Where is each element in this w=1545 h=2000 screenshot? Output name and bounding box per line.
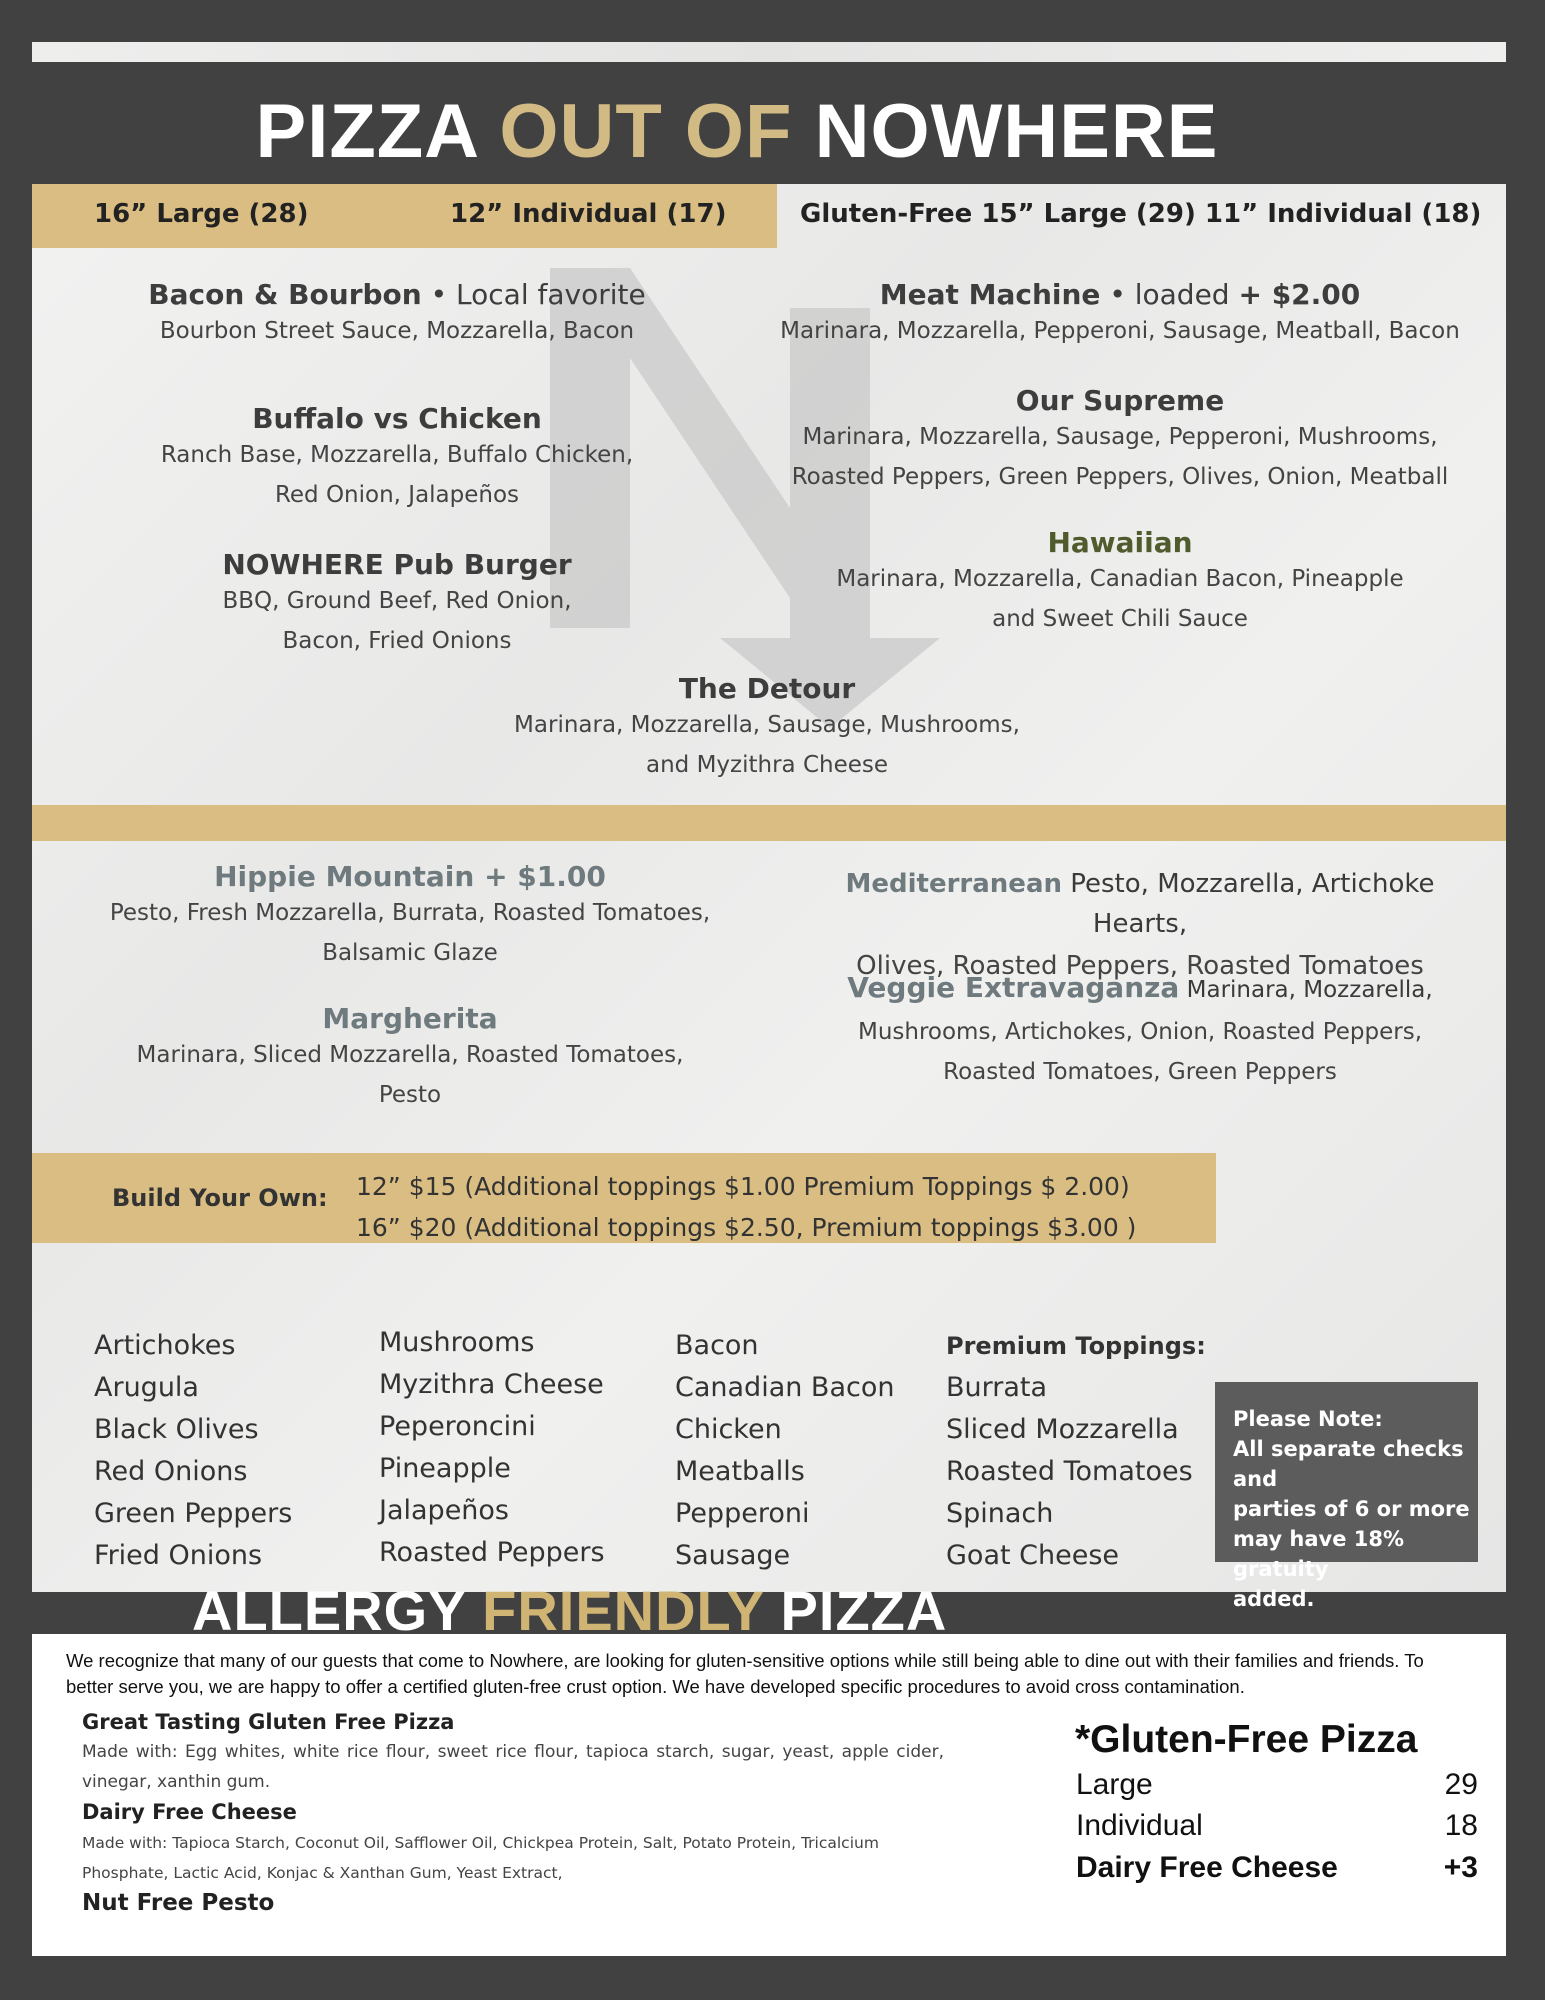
topping-item: Roasted Peppers: [379, 1537, 605, 1568]
topping-item: Pineapple: [379, 1453, 511, 1484]
topping-item: Sausage: [675, 1540, 791, 1571]
price-label: Individual: [1076, 1809, 1203, 1842]
pizza-desc: Marinara, Sliced Mozzarella, Roasted Tomatoes,: [136, 1042, 684, 1068]
pizza-buffalo-chicken: [100, 402, 694, 515]
price-label: Dairy Free Cheese: [1076, 1851, 1338, 1884]
pizza-name: Hawaiian: [1047, 526, 1193, 559]
gf-price-row-individual: [1076, 1809, 1478, 1843]
title-part-2: OUT OF: [499, 89, 793, 174]
pizza-desc: Roasted Peppers, Green Peppers, Olives, Onion, Meatball: [791, 464, 1449, 490]
topping-item: Myzithra Cheese: [379, 1369, 604, 1400]
dairy-free-label: Dairy Free Cheese: [82, 1800, 297, 1824]
header-gluten-free-sizes: Gluten-Free 15” Large (29) 11” Individual (18): [800, 199, 1482, 229]
topping-item: Peperoncini: [379, 1411, 536, 1442]
toppings-column-1: [94, 1325, 292, 1577]
pizza-name: Hippie Mountain: [214, 860, 475, 893]
topping-item: Jalapeños: [379, 1495, 510, 1526]
pizza-desc: Pesto, Fresh Mozzarella, Burrata, Roasted Tomatoes,: [109, 900, 711, 926]
pizza-name: Mediterranean: [845, 869, 1062, 899]
pizza-desc: Pesto: [378, 1082, 442, 1108]
topping-item: Bacon: [675, 1330, 759, 1361]
note-line: All separate checks and: [1233, 1437, 1464, 1491]
pizza-desc: Olives, Roasted Peppers, Roasted Tomatoes: [856, 951, 1424, 981]
topping-item: Fried Onions: [94, 1540, 263, 1571]
pizza-desc: Marinara, Mozzarella, Sausage, Mushrooms,: [514, 712, 1020, 738]
allergy-title-2: FRIENDLY: [482, 1583, 764, 1635]
price-value: 29: [1444, 1768, 1478, 1801]
note-line: added.: [1233, 1587, 1315, 1611]
note-line: may have 18% gratuity: [1233, 1527, 1405, 1581]
byo-line-16: 16” $20 (Additional toppings $2.50, Premium toppings $3.00 ): [356, 1213, 1137, 1242]
topping-item: Red Onions: [94, 1456, 248, 1487]
allergy-title-1: ALLERGY: [192, 1583, 466, 1635]
gluten-free-price-title: *Gluten-Free Pizza: [1075, 1718, 1418, 1761]
header-large-size: 16” Large (28): [94, 199, 309, 229]
title-part-1: PIZZA: [255, 89, 478, 174]
pizza-pub-burger: [100, 548, 694, 661]
pizza-name: Bacon & Bourbon: [148, 278, 422, 311]
pizza-hippie-mountain: [90, 860, 730, 973]
topping-item: Green Peppers: [94, 1498, 293, 1529]
pizza-desc: Marinara, Mozzarella, Canadian Bacon, Pineapple: [836, 566, 1404, 592]
pizza-desc: and Sweet Chili Sauce: [992, 606, 1248, 632]
pizza-name: The Detour: [678, 672, 856, 705]
price-value: 18: [1444, 1809, 1478, 1842]
premium-toppings-column: [946, 1325, 1206, 1577]
topping-item: Goat Cheese: [946, 1540, 1120, 1571]
pizza-desc-inline: Marinara, Mozzarella,: [1179, 977, 1433, 1003]
topping-item: Black Olives: [94, 1414, 259, 1445]
pizza-the-detour: [440, 672, 1094, 785]
topping-item: Meatballs: [675, 1456, 805, 1487]
pizza-price: + $1.00: [474, 860, 606, 893]
pizza-desc: and Myzithra Cheese: [645, 752, 889, 778]
topping-item: Mushrooms: [379, 1327, 535, 1358]
gf-price-row-large: [1076, 1768, 1478, 1802]
price-label: Large: [1076, 1768, 1153, 1801]
pizza-veggie-extravaganza: [800, 968, 1480, 1092]
title-part-3: NOWHERE: [814, 89, 1219, 174]
toppings-column-3: [675, 1325, 894, 1577]
pizza-name: Our Supreme: [1015, 384, 1225, 417]
gluten-free-ingredients: Made with: Egg whites, white rice flour, sweet rice flour, tapioca starch, sugar, yeast, apple cider, vinegar, xanthin gum.: [82, 1742, 944, 1792]
build-your-own-label: Build Your Own:: [112, 1184, 328, 1212]
pizza-price: + $2.00: [1238, 278, 1361, 311]
pizza-desc: Red Onion, Jalapeños: [274, 482, 520, 508]
topping-item: Spinach: [946, 1498, 1054, 1529]
pizza-name: Meat Machine: [879, 278, 1101, 311]
pizza-note: • loaded: [1100, 278, 1239, 311]
build-your-own-prices: [356, 1166, 1136, 1248]
gf-price-row-dairy-free: [1076, 1851, 1478, 1885]
pizza-desc: BBQ, Ground Beef, Red Onion,: [222, 588, 572, 614]
pizza-desc: Roasted Tomatoes, Green Peppers: [943, 1059, 1337, 1085]
byo-line-12: 12” $15 (Additional toppings $1.00 Premium Toppings $ 2.00): [356, 1172, 1130, 1201]
topping-item: Artichokes: [94, 1330, 236, 1361]
toppings-column-2: [379, 1322, 605, 1574]
pizza-desc: Mushrooms, Artichokes, Onion, Roasted Peppers,: [857, 1019, 1423, 1045]
header-individual-size: 12” Individual (17): [450, 199, 727, 229]
topping-item: Chicken: [675, 1414, 782, 1445]
pizza-desc: Marinara, Mozzarella, Pepperoni, Sausage, Meatball, Bacon: [780, 318, 1460, 344]
topping-item: Burrata: [946, 1372, 1048, 1403]
pizza-margherita: [90, 1002, 730, 1115]
gluten-free-label: Great Tasting Gluten Free Pizza: [82, 1710, 455, 1734]
pizza-name: Veggie Extravaganza: [847, 971, 1180, 1004]
pizza-desc: Bacon, Fried Onions: [282, 628, 512, 654]
topping-item: Canadian Bacon: [675, 1372, 895, 1403]
topping-item: Roasted Tomatoes: [946, 1456, 1193, 1487]
allergy-intro: We recognize that many of our guests that come to Nowhere, are looking for gluten-sensitive options while still being able to dine out with their families and friends. To better serve you, we are happy to offer a certified gluten-free crust option. We have developed specific procedures to avoid cross contamination.: [66, 1650, 1424, 1697]
nut-free-label: Nut Free Pesto: [82, 1890, 275, 1916]
pizza-name: NOWHERE Pub Burger: [222, 548, 572, 581]
pizza-name: Margherita: [322, 1002, 498, 1035]
section-divider-bar: [32, 805, 1506, 841]
pizza-name: Buffalo vs Chicken: [252, 402, 542, 435]
topping-item: Sliced Mozzarella: [946, 1414, 1179, 1445]
note-line: Please Note:: [1233, 1407, 1383, 1431]
pizza-hawaiian: [770, 526, 1470, 639]
pizza-meat-machine: [770, 278, 1470, 351]
price-value: +3: [1443, 1851, 1478, 1884]
topping-item: Arugula: [94, 1372, 199, 1403]
allergy-title-3: PIZZA: [780, 1583, 948, 1635]
note-line: parties of 6 or more: [1233, 1497, 1470, 1521]
page-title: [0, 88, 1474, 175]
pizza-desc: Ranch Base, Mozzarella, Buffalo Chicken,: [160, 442, 634, 468]
premium-toppings-label: Premium Toppings:: [946, 1332, 1206, 1360]
dairy-free-ingredients: Made with: Tapioca Starch, Coconut Oil, Safflower Oil, Chickpea Protein, Salt, Potato Protein, Tricalcium Phosphate, Lactic Acid, Konjac & Xanthan Gum, Yeast Extract,: [82, 1834, 879, 1882]
pizza-desc: Balsamic Glaze: [322, 940, 498, 966]
pizza-desc: Marinara, Mozzarella, Sausage, Pepperoni, Mushrooms,: [802, 424, 1438, 450]
pizza-our-supreme: [770, 384, 1470, 497]
pizza-desc-inline: Pesto, Mozzarella, Artichoke Hearts,: [1062, 869, 1435, 939]
top-strip: [32, 42, 1506, 62]
pizza-bacon-bourbon: [100, 278, 694, 351]
topping-item: Pepperoni: [675, 1498, 810, 1529]
gratuity-note-box: [1215, 1382, 1478, 1611]
pizza-desc: Bourbon Street Sauce, Mozzarella, Bacon: [159, 318, 635, 344]
pizza-note: • Local favorite: [421, 278, 646, 311]
allergy-title: [192, 1583, 947, 1635]
